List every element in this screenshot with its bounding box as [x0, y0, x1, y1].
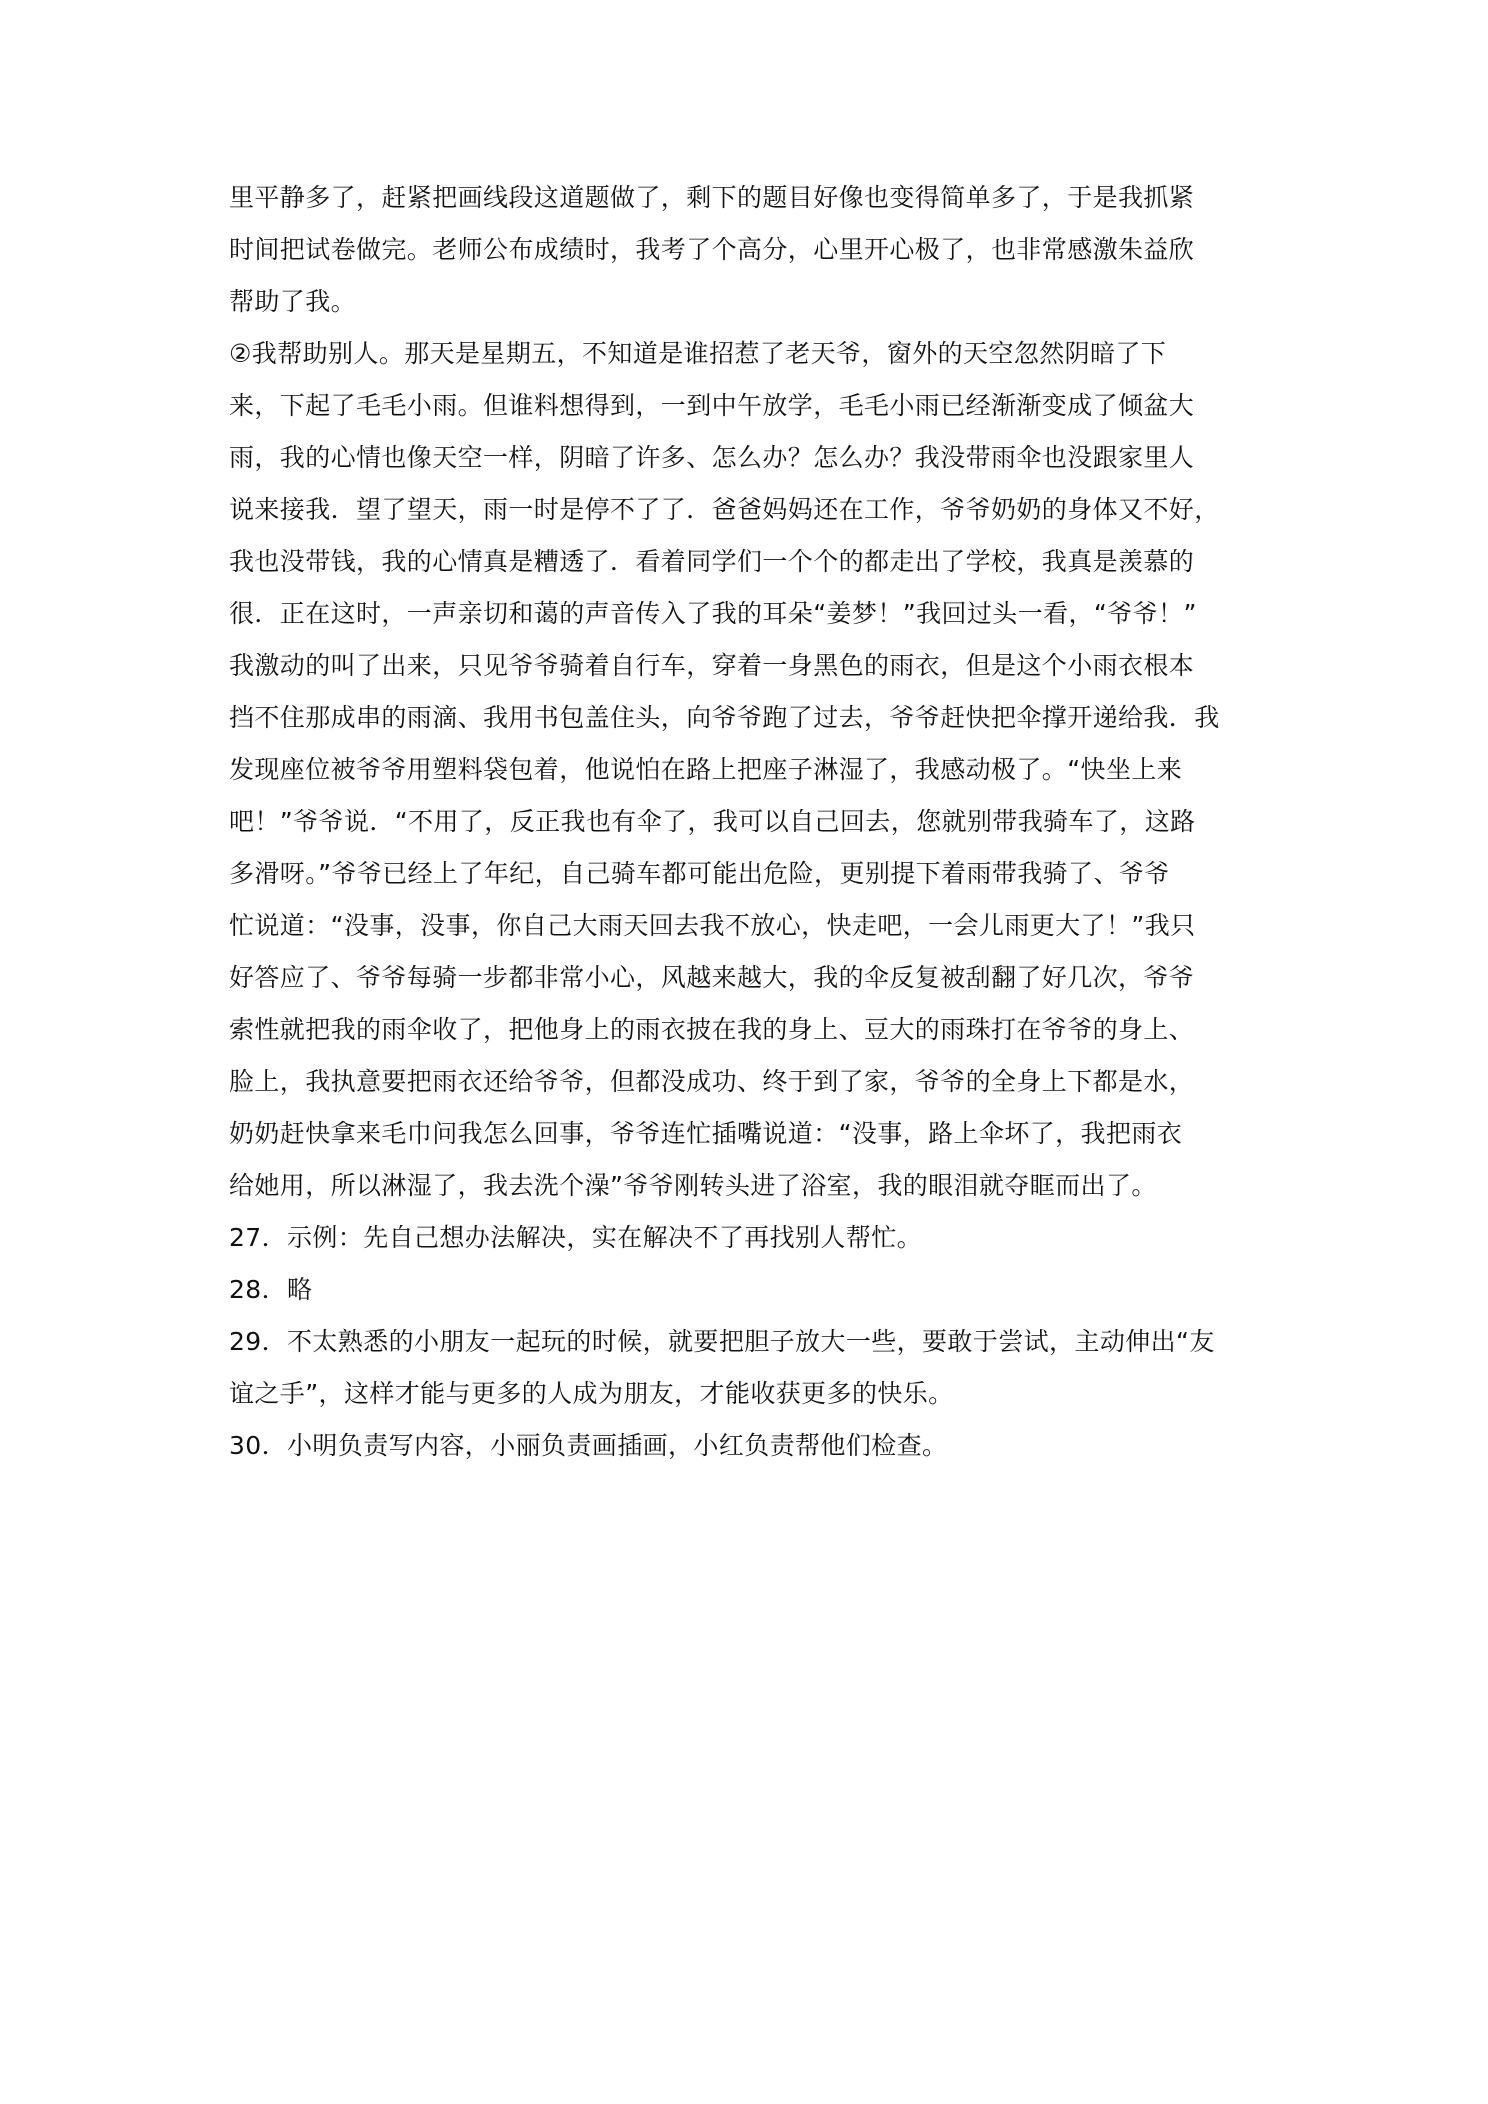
document-page [229, 172, 1269, 1472]
text-line: 雨，我的心情也像天空一样，阴暗了许多、怎么办？怎么办？我没带雨伞也没跟家里人 [229, 443, 1195, 472]
text-line: 我也没带钱，我的心情真是糟透了．看着同学们一个个的都走出了学校，我真是羡慕的 [229, 547, 1195, 576]
text-line: 好答应了、爷爷每骑一步都非常小心，风越来越大，我的伞反复被刮翻了好几次，爷爷 [229, 963, 1195, 992]
text-line: 帮助了我。 [229, 287, 357, 316]
text-line: 说来接我．望了望天，雨一时是停不了了．爸爸妈妈还在工作，爷爷奶奶的身体又不好， [229, 495, 1220, 524]
answer-29 [229, 1316, 1269, 1420]
story2-paragraph [229, 328, 1269, 1212]
text-line: 来，下起了毛毛小雨。但谁料想得到，一到中午放学，毛毛小雨已经渐渐变成了倾盆大 [229, 391, 1195, 420]
text-line: 索性就把我的雨伞收了，把他身上的雨衣披在我的身上、豆大的雨珠打在爷爷的身上、 [229, 1015, 1195, 1044]
text-line: 很．正在这时，一声亲切和蔼的声音传入了我的耳朵“姜梦！”我回过头一看，“爷爷！” [229, 599, 1197, 628]
text-line: 脸上，我执意要把雨衣还给爷爷，但都没成功、终于到了家，爷爷的全身上下都是水， [229, 1067, 1195, 1096]
text-line: 时间把试卷做完。老师公布成绩时，我考了个高分，心里开心极了，也非常感激朱益欣 [229, 235, 1195, 264]
text-line: 多滑呀。”爷爷已经上了年纪，自己骑车都可能出危险，更别提下着雨带我骑了、爷爷 [229, 859, 1170, 888]
answer-30: 30．小明负责写内容，小丽负责画插画，小红负责帮他们检查。 [229, 1431, 948, 1460]
text-line: 里平静多了，赶紧把画线段这道题做了，剩下的题目好像也变得简单多了，于是我抓紧 [229, 183, 1195, 212]
answer-27: 27．示例：先自己想办法解决，实在解决不了再找别人帮忙。 [229, 1223, 923, 1252]
story1-continuation [229, 172, 1269, 328]
text-line: ②我帮助别人。那天是星期五，不知道是谁招惹了老天爷，窗外的天空忽然阴暗了下 [229, 339, 1167, 368]
text-line: 奶奶赶快拿来毛巾问我怎么回事，爷爷连忙插嘴说道：“没事，路上伞坏了，我把雨衣 [229, 1119, 1183, 1148]
text-line: 谊之手”，这样才能与更多的人成为朋友，才能收获更多的快乐。 [229, 1379, 954, 1408]
text-line: 忙说道：“没事，没事，你自己大雨天回去我不放心，快走吧，一会儿雨更大了！”我只 [229, 911, 1196, 940]
text-line: 给她用，所以淋湿了，我去洗个澡”爷爷刚转头进了浴室，我的眼泪就夺眶而出了。 [229, 1171, 1157, 1200]
text-line: 我激动的叫了出来，只见爷爷骑着自行车，穿着一身黑色的雨衣，但是这个小雨衣根本 [229, 651, 1195, 680]
answer-28: 28．略 [229, 1275, 313, 1304]
text-line: 吧！”爷爷说．“不用了，反正我也有伞了，我可以自己回去，您就别带我骑车了，这路 [229, 807, 1196, 836]
text-line: 29．不太熟悉的小朋友一起玩的时候，就要把胆子放大一些，要敢于尝试，主动伸出“友 [229, 1327, 1215, 1356]
text-line: 发现座位被爷爷用塑料袋包着，他说怕在路上把座子淋湿了，我感动极了。“快坐上来 [229, 755, 1183, 784]
text-line: 挡不住那成串的雨滴、我用书包盖住头，向爷爷跑了过去，爷爷赶快把伞撑开递给我．我 [229, 703, 1220, 732]
